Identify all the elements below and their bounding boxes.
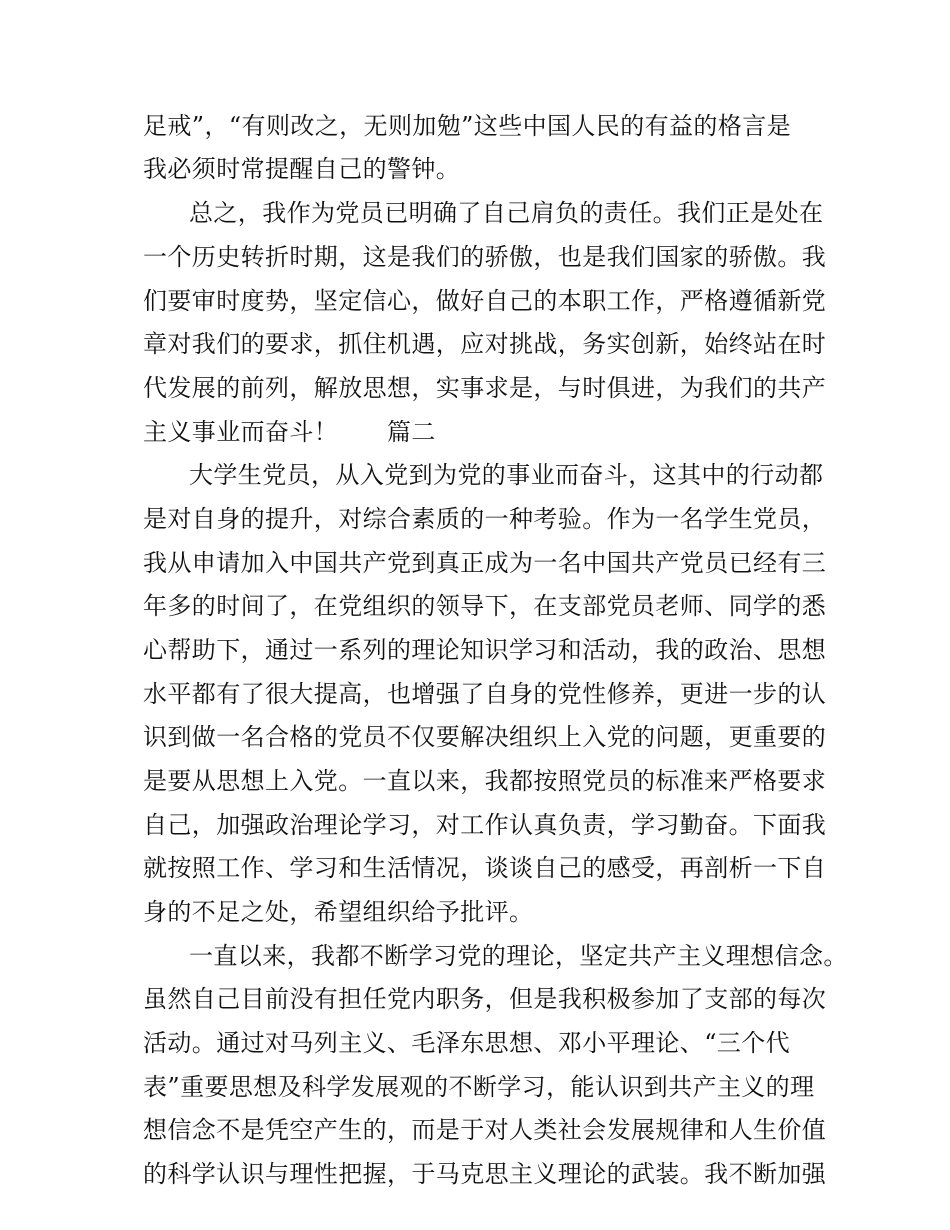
- text-line: 识到做一名合格的党员不仅要解决组织上入党的问题，更重要的: [143, 723, 827, 751]
- text-line: 年多的时间了，在党组织的领导下，在支部党员老师、同学的悉: [143, 592, 827, 620]
- text-line: 一个历史转折时期，这是我们的骄傲，也是我们国家的骄傲。我: [143, 243, 827, 271]
- text-line: 代发展的前列，解放思想，实事求是，与时俱进，为我们的共产: [143, 374, 827, 402]
- text-line: 虽然自己目前没有担任党内职务，但是我积极参加了支部的每次: [143, 985, 827, 1013]
- text-line: 自己，加强政治理论学习，对工作认真负责，学习勤奋。下面我: [143, 811, 827, 839]
- text-line: 章对我们的要求，抓住机遇，应对挑战，务实创新，始终站在时: [143, 330, 827, 358]
- text-line: 表”重要思想及科学发展观的不断学习，能认识到共产主义的理: [143, 1073, 815, 1101]
- text-line: 主义事业而奋斗！ 篇二: [143, 418, 436, 446]
- paragraph-first-line: 一直以来，我都不断学习党的理论，坚定共产主义理想信念。: [189, 942, 848, 970]
- text-line: 我必须时常提醒自己的警钟。: [143, 155, 461, 183]
- paragraph-first-line: 大学生党员，从入党到为党的事业而奋斗，这其中的行动都: [189, 461, 824, 489]
- text-line: 身的不足之处，希望组织给予批评。: [143, 898, 534, 926]
- text-line: 是对自身的提升，对综合素质的一种考验。作为一名学生党员，: [143, 505, 827, 533]
- text-line: 我从申请加入中国共产党到真正成为一名中国共产党员已经有三: [143, 549, 827, 577]
- text-line: 心帮助下，通过一系列的理论知识学习和活动，我的政治、思想: [143, 636, 827, 664]
- paragraph-first-line: 总之，我作为党员已明确了自己肩负的责任。我们正是处在: [189, 199, 824, 227]
- text-line: 们要审时度势，坚定信心，做好自己的本职工作，严格遵循新党: [143, 287, 827, 315]
- text-line: 就按照工作、学习和生活情况，谈谈自己的感受，再剖析一下自: [143, 854, 827, 882]
- text-line: 足戒”，“有则改之，无则加勉”这些中国人民的有益的格言是: [143, 112, 792, 140]
- text-line: 活动。通过对马列主义、毛泽东思想、邓小平理论、“三个代: [143, 1029, 791, 1057]
- text-line: 想信念不是凭空产生的，而是于对人类社会发展规律和人生价值: [143, 1116, 827, 1144]
- text-line: 水平都有了很大提高，也增强了自身的党性修养，更进一步的认: [143, 680, 827, 708]
- text-line: 是要从思想上入党。一直以来，我都按照党员的标准来严格要求: [143, 767, 827, 795]
- text-line: 的科学认识与理性把握，于马克思主义理论的武装。我不断加强: [143, 1160, 827, 1188]
